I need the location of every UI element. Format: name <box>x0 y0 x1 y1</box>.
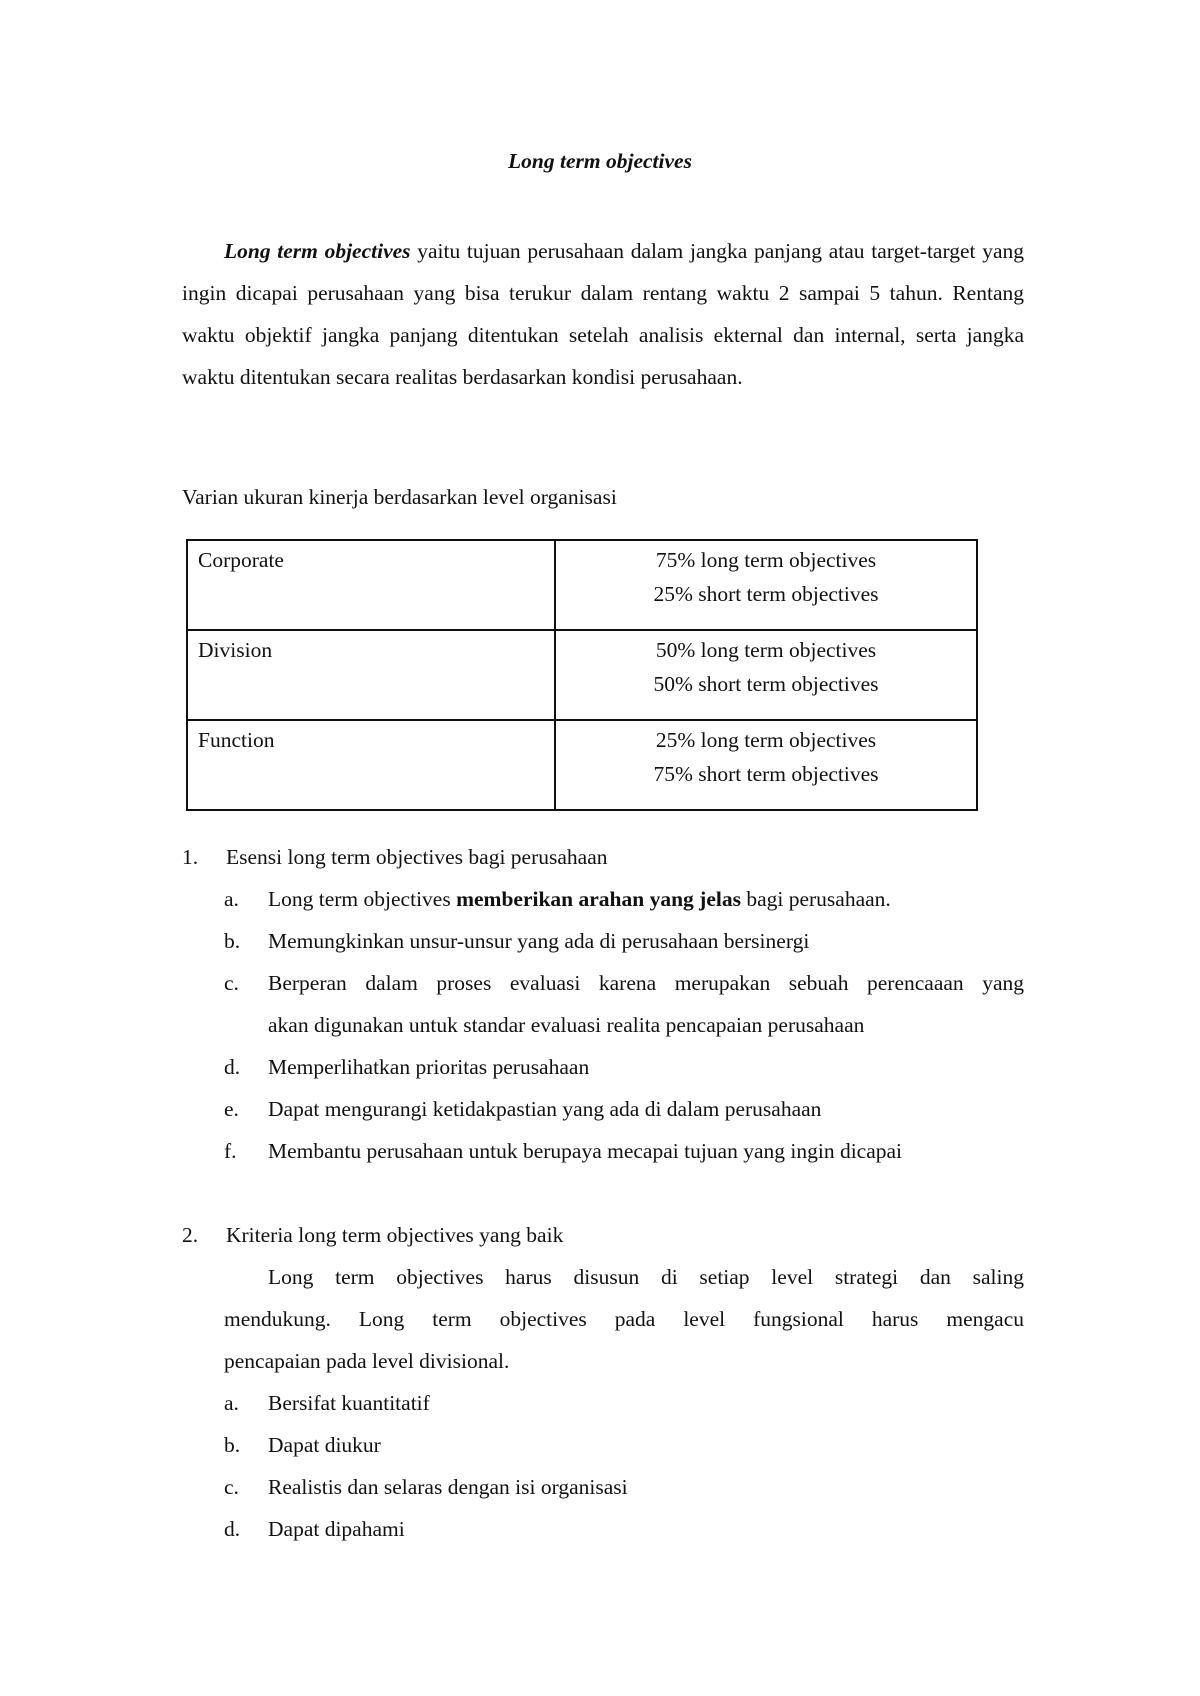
list-letter: a. <box>224 1391 239 1415</box>
table-cell-values <box>555 720 977 810</box>
section-heading: Kriteria long term objectives yang baik <box>226 1223 564 1247</box>
section-paragraph-line: Long term objectives harus disusun di setiap level strategi dan saling <box>268 1265 1024 1289</box>
list-letter: a. <box>224 887 239 911</box>
performance-table <box>186 539 978 811</box>
intro-paragraph <box>182 231 1024 399</box>
list-item: Dapat mengurangi ketidakpastian yang ada di dalam perusahaan <box>268 1097 822 1121</box>
list-letter: c. <box>224 1475 239 1499</box>
long-term-value: 75% long term objectives <box>655 548 877 572</box>
list-item-bold: memberikan arahan yang jelas <box>456 887 741 911</box>
section-number: 2. <box>182 1223 199 1247</box>
list-letter: f. <box>224 1139 237 1163</box>
list-item: Memungkinkan unsur-unsur yang ada di perusahaan bersinergi <box>268 929 810 953</box>
list-item <box>268 884 891 914</box>
table-row <box>187 540 977 630</box>
list-item: Berperan dalam proses evaluasi karena merupakan sebuah perencaaan yang <box>268 971 1024 995</box>
table-cell-level: Corporate <box>187 540 555 630</box>
long-term-value: 50% long term objectives <box>655 638 877 662</box>
table-caption: Varian ukuran kinerja berdasarkan level organisasi <box>182 485 617 509</box>
list-letter: e. <box>224 1097 239 1121</box>
short-term-value: 75% short term objectives <box>653 762 879 786</box>
table-row <box>187 720 977 810</box>
page-title: Long term objectives <box>508 149 692 173</box>
list-letter: b. <box>224 1433 241 1457</box>
intro-lead: Long term objectives <box>224 239 411 263</box>
list-item-text: Long term objectives <box>268 887 457 911</box>
section-number: 1. <box>182 845 199 869</box>
section-paragraph-line: mendukung. Long term objectives pada level fungsional harus mengacu <box>224 1307 1024 1331</box>
list-item: Memperlihatkan prioritas perusahaan <box>268 1055 590 1079</box>
section-paragraph-line: pencapaian pada level divisional. <box>224 1349 510 1373</box>
table-cell-level: Division <box>187 630 555 720</box>
list-item-continuation: akan digunakan untuk standar evaluasi realita pencapaian perusahaan <box>268 1013 865 1037</box>
list-item: Bersifat kuantitatif <box>268 1391 430 1415</box>
long-term-value: 25% long term objectives <box>655 728 877 752</box>
list-item-text: bagi perusahaan. <box>740 887 891 911</box>
section-heading: Esensi long term objectives bagi perusahaan <box>226 845 608 869</box>
short-term-value: 25% short term objectives <box>653 582 879 606</box>
short-term-value: 50% short term objectives <box>653 672 879 696</box>
intro-text: yaitu tujuan perusahaan dalam jangka panjang atau target-target yang ingin dicapai perusahaan yang bisa terukur dalam rentang waktu 2 sampai 5 tahun. Rentang waktu objektif jangka panjang ditentukan setelah analisis ekternal dan internal, serta jangka waktu ditentukan secara realitas berdasarkan kondisi perusahaan. <box>182 239 1024 389</box>
list-item: Dapat dipahami <box>268 1517 405 1541</box>
list-item: Dapat diukur <box>268 1433 381 1457</box>
table-cell-values <box>555 540 977 630</box>
list-letter: c. <box>224 971 239 995</box>
list-letter: b. <box>224 929 241 953</box>
list-item: Membantu perusahaan untuk berupaya mecapai tujuan yang ingin dicapai <box>268 1139 903 1163</box>
table-cell-level: Function <box>187 720 555 810</box>
table-cell-values <box>555 630 977 720</box>
table-row <box>187 630 977 720</box>
list-item: Realistis dan selaras dengan isi organisasi <box>268 1475 628 1499</box>
list-letter: d. <box>224 1517 241 1541</box>
list-letter: d. <box>224 1055 241 1079</box>
